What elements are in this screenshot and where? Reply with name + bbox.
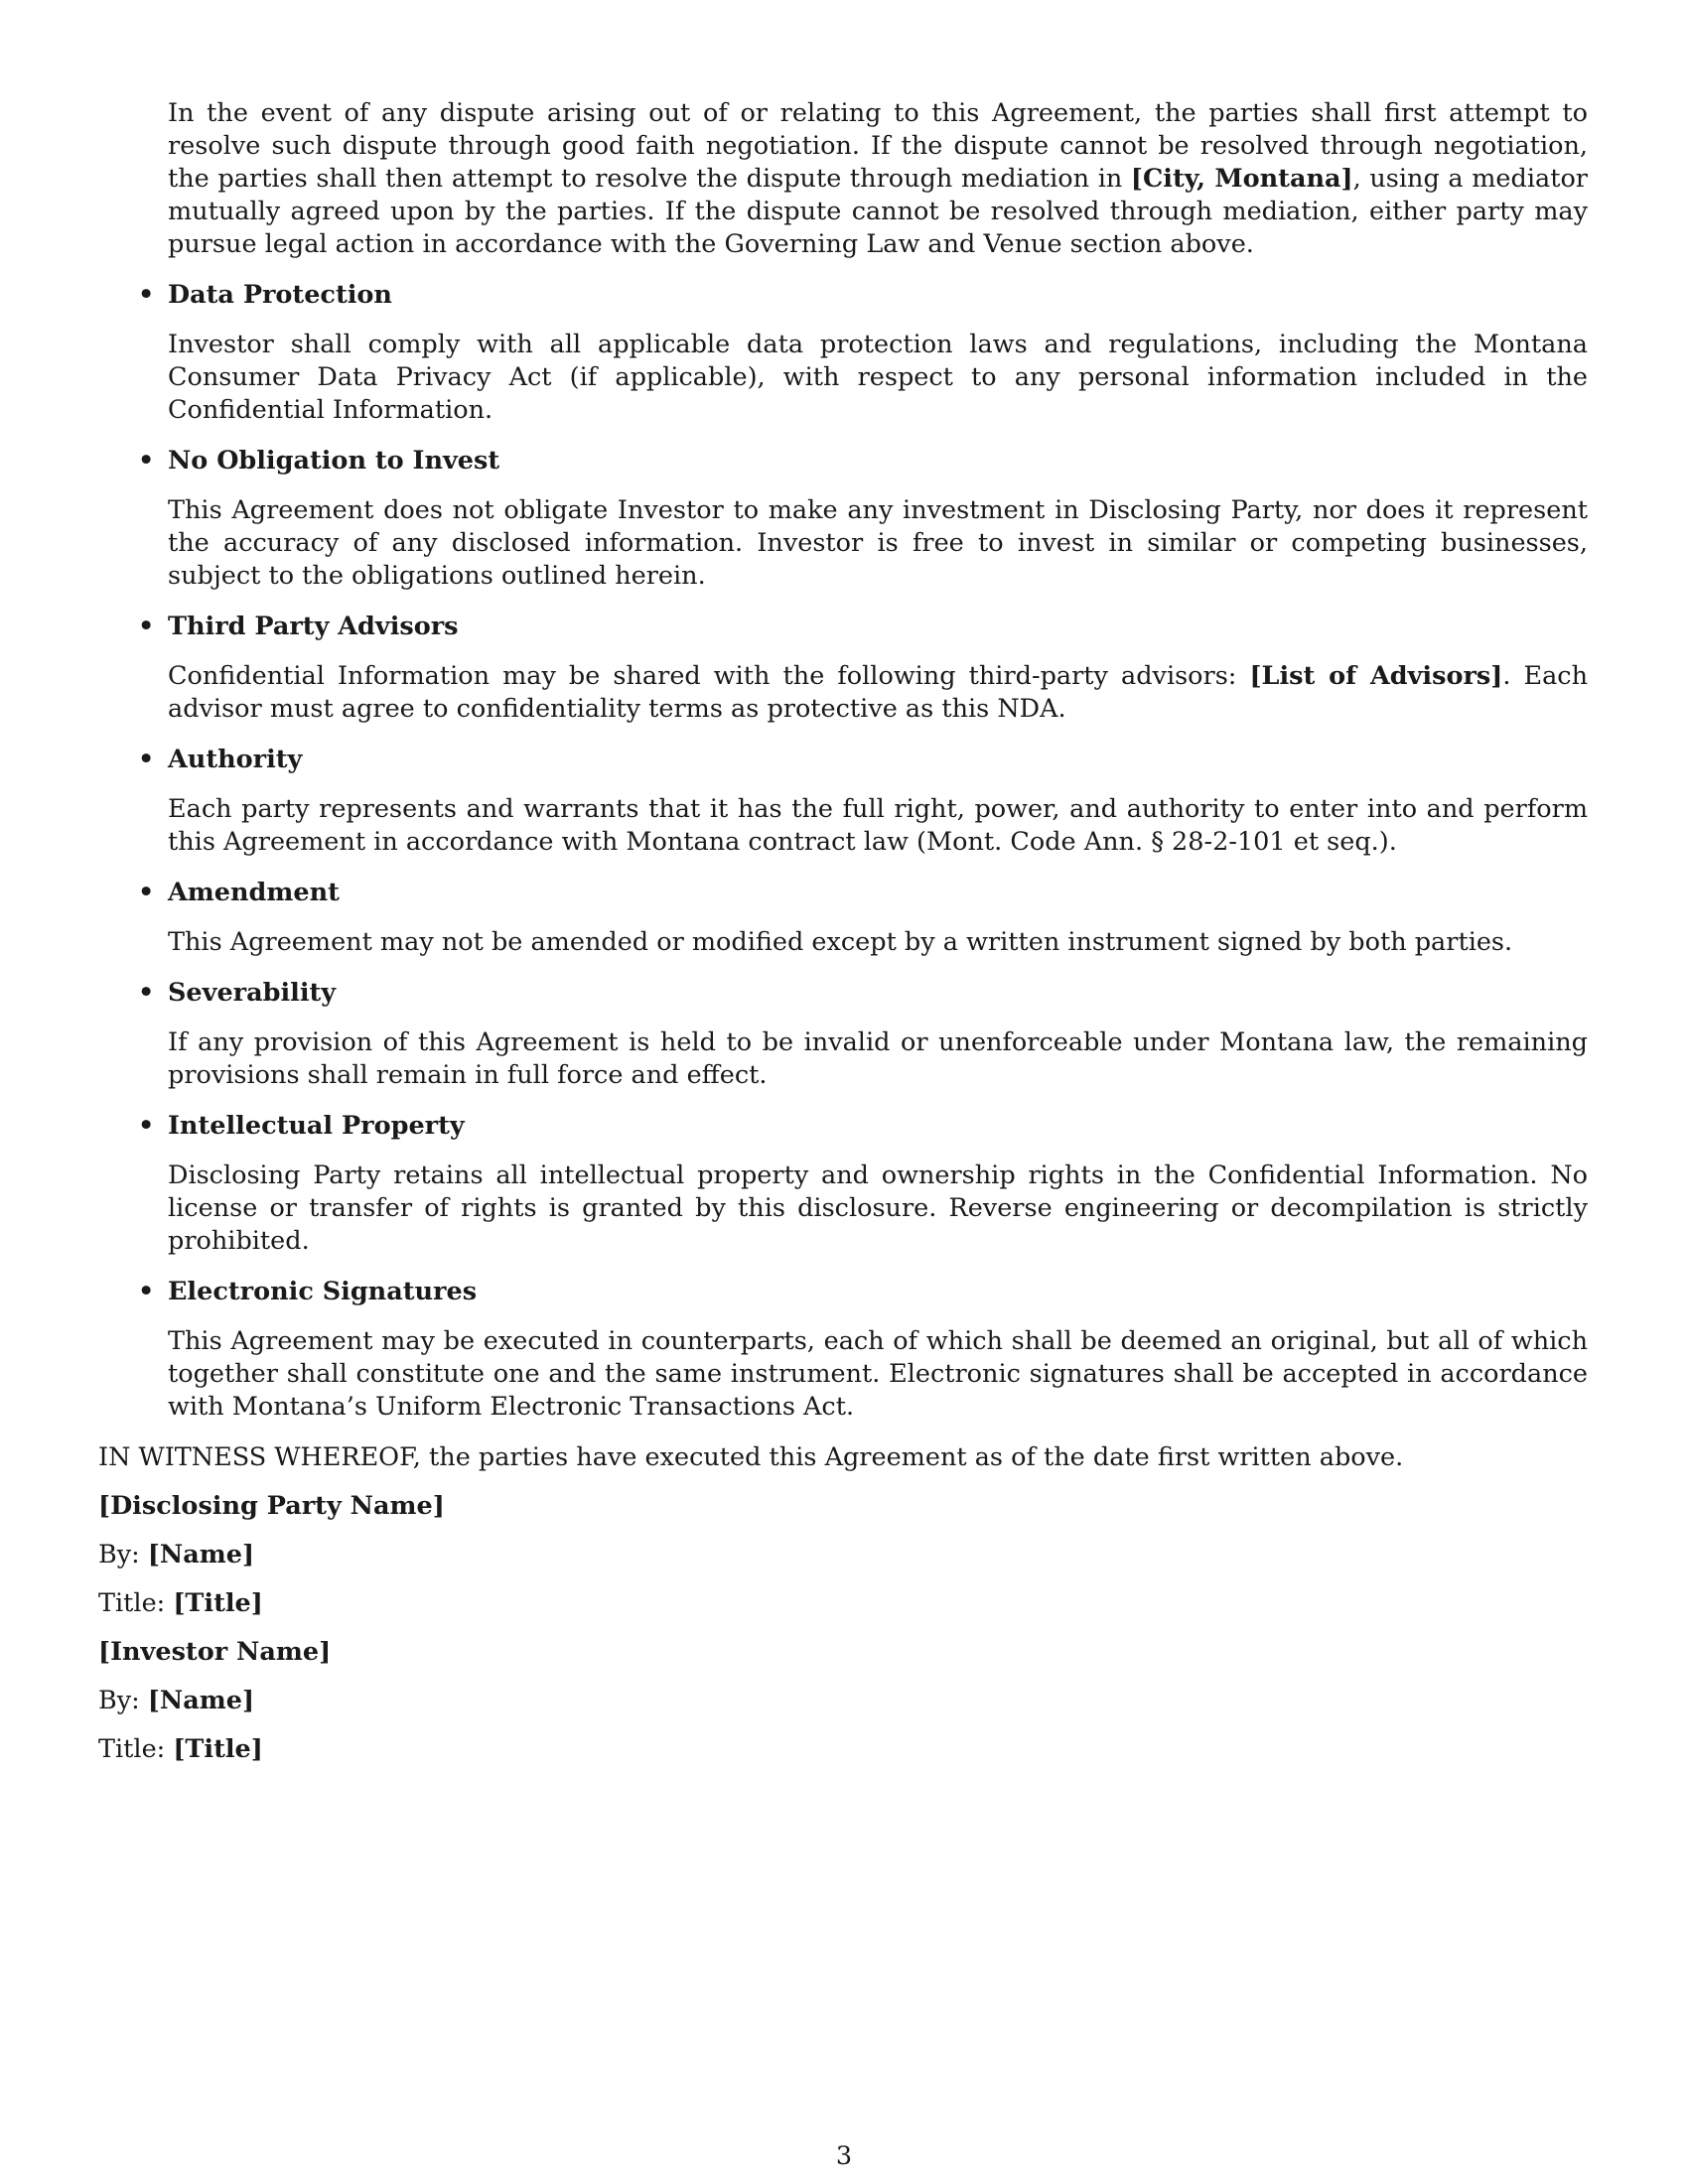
section-heading-electronic-signatures: • Electronic Signatures	[138, 1277, 478, 1306]
section-heading-data-protection: • Data Protection	[138, 280, 392, 310]
bullet-icon: •	[138, 1111, 155, 1141]
disclosing-party-title-line: Title: [Title]	[98, 1588, 263, 1618]
page-number: 3	[835, 2141, 853, 2171]
disclosing-party-signer-name: [Name]	[147, 1540, 255, 1570]
section-heading-amendment: • Amendment	[138, 878, 340, 907]
investor-title-line: Title: [Title]	[98, 1734, 263, 1764]
section-body-intellectual-property: Disclosing Party retains all intellectual property and ownership rights in the Confidential Information. No license or transfer of rights is granted by this disclosure. Reverse engineering or decompilation is strictly prohibited.	[168, 1160, 1588, 1256]
bullet-icon: •	[138, 280, 155, 310]
city-placeholder: [City, Montana]	[1130, 164, 1353, 194]
bullet-icon: •	[138, 446, 155, 476]
bullet-icon: •	[138, 978, 155, 1008]
section-body-amendment: This Agreement may not be amended or modified except by a written instrument signed by both parties.	[168, 927, 1513, 957]
section-body-authority: Each party represents and warrants that it has the full right, power, and authority to enter into and perform this Agreement in accordance with Montana contract law (Mont. Code Ann. § 28-2-101 et seq.).	[168, 794, 1588, 857]
bullet-icon: •	[138, 612, 155, 641]
section-heading-authority: • Authority	[138, 745, 303, 774]
dispute-resolution-paragraph: In the event of any dispute arising out of or relating to this Agreement, the parties shall first attempt to resolve such dispute through good faith negotiation. If the dispute cannot be resolved through negotiation, the parties shall then attempt to resolve the dispute through mediation in [City, Montana], using a mediator mutually agreed upon by the parties. If the dispute cannot be resolved through mediation, either party may pursue legal action in accordance with the Governing Law and Venue section above.	[168, 98, 1588, 259]
investor-by-line: By: [Name]	[98, 1686, 255, 1715]
disclosing-party-signer-title: [Title]	[173, 1588, 263, 1618]
bullet-icon: •	[138, 1277, 155, 1306]
section-body-data-protection: Investor shall comply with all applicable data protection laws and regulations, including the Montana Consumer Data Privacy Act (if applicable), with respect to any personal information included in the Confidential Information.	[168, 330, 1588, 425]
section-body-no-obligation: This Agreement does not obligate Investor to make any investment in Disclosing Party, nor does it represent the accuracy of any disclosed information. Investor is free to invest in similar or competing businesses, subject to the obligations outlined herein.	[168, 495, 1588, 591]
witness-statement: IN WITNESS WHEREOF, the parties have executed this Agreement as of the date first written above.	[98, 1442, 1404, 1472]
investor-signer-title: [Title]	[173, 1734, 263, 1764]
document-page	[98, 97, 1588, 1782]
section-heading-intellectual-property: • Intellectual Property	[138, 1111, 465, 1141]
bullet-icon: •	[138, 878, 155, 907]
bullet-icon: •	[138, 745, 155, 774]
section-body-third-party-advisors: Confidential Information may be shared with the following third-party advisors: [List of Advisors]. Each advisor must agree to confidentiality terms as protective as this NDA.	[168, 661, 1589, 724]
investor-signer-name: [Name]	[147, 1686, 255, 1715]
disclosing-party-name: [Disclosing Party Name]	[98, 1491, 445, 1521]
investor-name: [Investor Name]	[98, 1637, 332, 1667]
section-body-severability: If any provision of this Agreement is held to be invalid or unenforceable under Montana law, the remaining provisions shall remain in full force and effect.	[168, 1027, 1588, 1090]
disclosing-party-by-line: By: [Name]	[98, 1540, 255, 1570]
section-heading-no-obligation: • No Obligation to Invest	[138, 446, 500, 476]
advisors-placeholder: [List of Advisors]	[1249, 661, 1503, 691]
section-body-electronic-signatures: This Agreement may be executed in counterparts, each of which shall be deemed an original, but all of which together shall constitute one and the same instrument. Electronic signatures shall be accepted in accordance with Montana’s Uniform Electronic Transactions Act.	[168, 1326, 1588, 1422]
section-heading-severability: • Severability	[138, 978, 337, 1008]
section-heading-third-party-advisors: • Third Party Advisors	[138, 612, 459, 641]
